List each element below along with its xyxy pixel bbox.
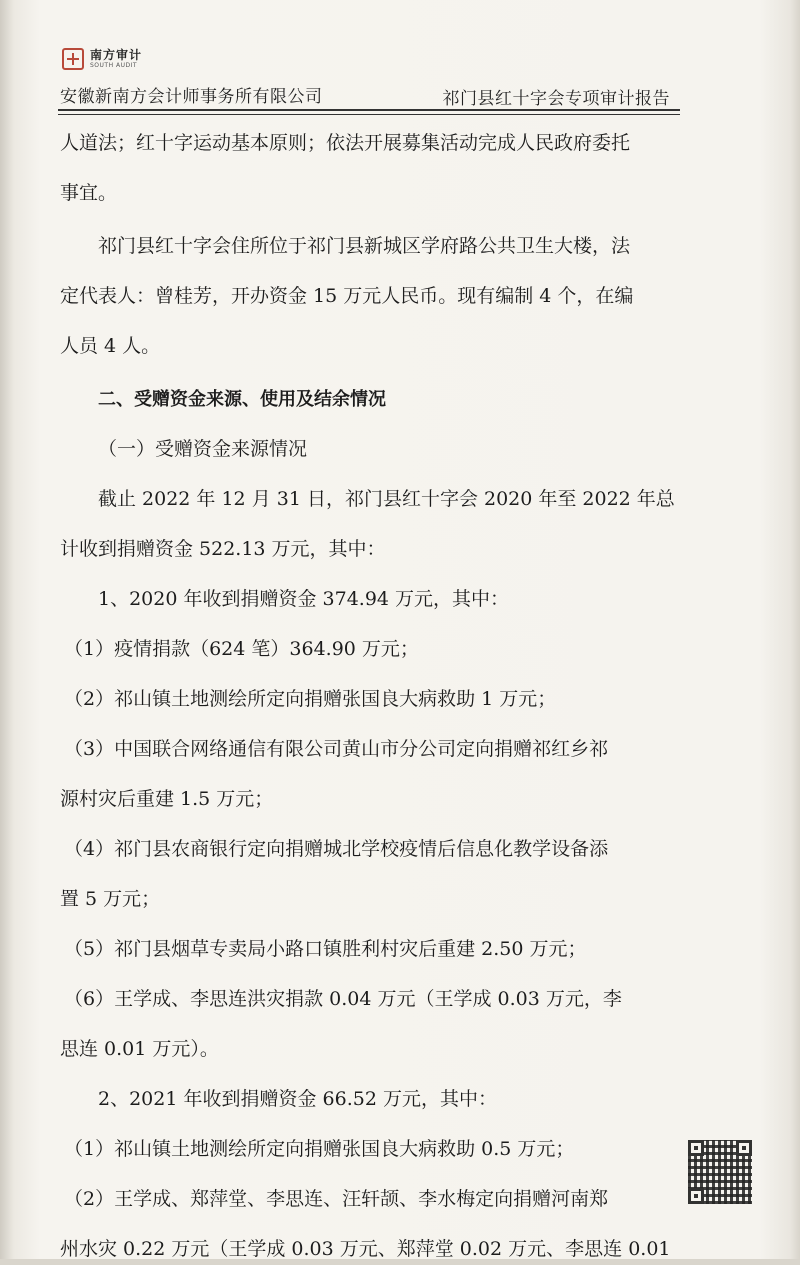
report-body [60, 128, 680, 1265]
list-item: （2）王学成、郑萍堂、李思连、汪轩颉、李水梅定向捐赠河南郑 [64, 1188, 609, 1210]
list-item: （1）祁山镇土地测绘所定向捐赠张国良大病救助 0.5 万元； [64, 1138, 575, 1160]
qr-finder-icon [736, 1140, 752, 1156]
list-item: （5）祁门县烟草专卖局小路口镇胜利村灾后重建 2.50 万元； [64, 938, 587, 960]
text-line: 截止 2022 年 12 月 31 日，祁门县红十字会 2020 年至 2022 年总 [98, 488, 675, 510]
list-item: （6）王学成、李思连洪灾捐款 0.04 万元（王学成 0.03 万元，李 [64, 988, 622, 1010]
header-report-title: 祁门县红十字会专项审计报告 [442, 89, 670, 109]
header-divider [58, 109, 680, 115]
list-heading: 2、2021 年收到捐赠资金 66.52 万元，其中： [98, 1088, 497, 1110]
text-line: 祁门县红十字会住所位于祁门县新城区学府路公共卫生大楼，法 [98, 235, 631, 257]
logo-text-cn: 南方审计 [90, 48, 143, 62]
qr-code-icon [688, 1140, 752, 1204]
text-line: 定代表人：曾桂芳，开办资金 15 万元人民币。现有编制 4 个，在编 [60, 285, 634, 307]
list-item: （2）祁山镇土地测绘所定向捐赠张国良大病救助 1 万元； [64, 688, 557, 710]
text-line: 人员 4 人。 [60, 335, 161, 357]
seal-icon [62, 48, 84, 70]
list-item: （1）疫情捐款（624 笔）364.90 万元； [64, 638, 419, 660]
qr-finder-icon [688, 1188, 704, 1204]
text-line: 置 5 万元； [60, 888, 161, 910]
text-line: 事宜。 [60, 182, 118, 204]
qr-finder-icon [688, 1140, 704, 1156]
text-line: 计收到捐赠资金 522.13 万元，其中： [60, 538, 386, 560]
list-item: （3）中国联合网络通信有限公司黄山市分公司定向捐赠祁红乡祁 [64, 738, 609, 760]
text-line: 人道法；红十字运动基本原则；依法开展募集活动完成人民政府委托 [60, 132, 631, 154]
text-line: 州水灾 0.22 万元（王学成 0.03 万元、郑萍堂 0.02 万元、李思连 0.01 [60, 1238, 671, 1260]
firm-logo [62, 48, 142, 70]
header-firm-name: 安徽新南方会计师事务所有限公司 [60, 87, 323, 107]
list-heading: 1、2020 年收到捐赠资金 374.94 万元，其中： [98, 588, 510, 610]
list-item: （4）祁门县农商银行定向捐赠城北学校疫情后信息化教学设备添 [64, 838, 609, 860]
text-line: 源村灾后重建 1.5 万元； [60, 788, 274, 810]
logo-text-en: SOUTH AUDIT [90, 62, 138, 69]
subsection-heading: （一）受赠资金来源情况 [98, 438, 308, 460]
section-heading: 二、受赠资金来源、使用及结余情况 [98, 389, 386, 410]
text-line: 思连 0.01 万元）。 [60, 1038, 219, 1060]
